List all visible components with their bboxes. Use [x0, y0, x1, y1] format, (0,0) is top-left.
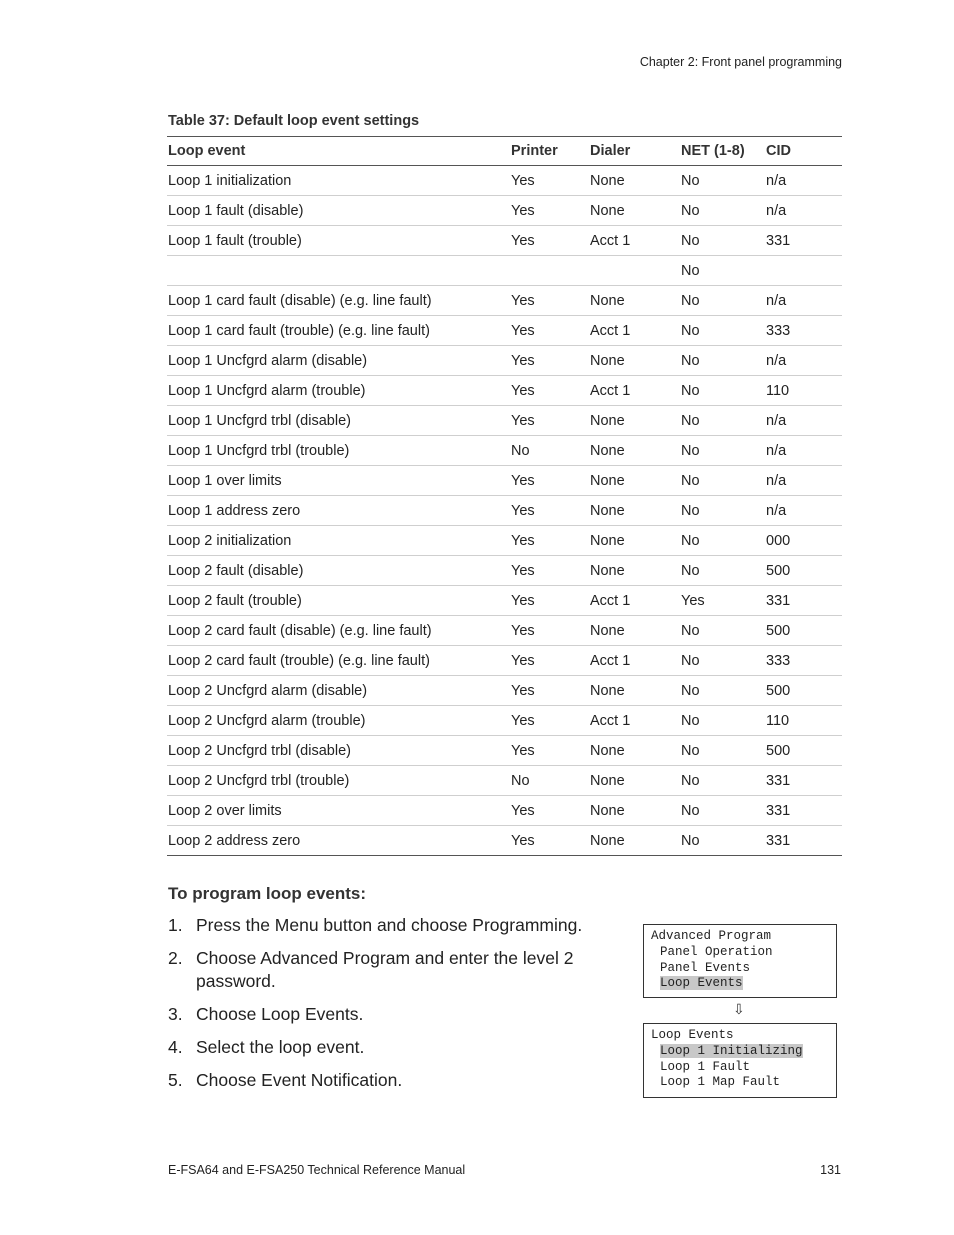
lcd-menu-item	[651, 1044, 836, 1060]
cell-loop-event: Loop 2 card fault (disable) (e.g. line fault)	[167, 616, 510, 646]
cell-printer: Yes	[510, 706, 589, 736]
step-number: 2.	[168, 948, 183, 968]
lcd-selected-item: Loop Events	[660, 976, 743, 991]
cell-dialer: None	[589, 466, 680, 496]
step-text: Press the Menu button and choose Programming.	[196, 915, 583, 935]
table-row	[167, 676, 842, 706]
cell-dialer: Acct 1	[589, 646, 680, 676]
cell-net: No	[680, 766, 765, 796]
lcd-selected-item: Loop 1 Initializing	[660, 1043, 803, 1058]
table-row	[167, 526, 842, 556]
lcd-title: Loop Events	[651, 1028, 734, 1042]
cell-printer: Yes	[510, 646, 589, 676]
procedure-step	[168, 1003, 618, 1026]
cell-cid: n/a	[765, 286, 842, 316]
cell-printer: Yes	[510, 406, 589, 436]
cell-printer: Yes	[510, 376, 589, 406]
cell-net: No	[680, 646, 765, 676]
cell-loop-event: Loop 1 card fault (trouble) (e.g. line fault)	[167, 316, 510, 346]
cell-printer: Yes	[510, 556, 589, 586]
table-title: Table 37: Default loop event settings	[168, 113, 420, 129]
cell-net: No	[680, 496, 765, 526]
cell-printer: Yes	[510, 676, 589, 706]
table-row	[167, 646, 842, 676]
cell-cid: 331	[765, 796, 842, 826]
cell-cid: n/a	[765, 496, 842, 526]
cell-loop-event: Loop 1 fault (trouble)	[167, 226, 510, 256]
cell-cid: 500	[765, 676, 842, 706]
step-text: Select the loop event.	[196, 1037, 365, 1057]
cell-loop-event: Loop 2 address zero	[167, 826, 510, 856]
table-row	[167, 436, 842, 466]
cell-cid: n/a	[765, 436, 842, 466]
cell-printer: Yes	[510, 166, 589, 196]
table-row	[167, 556, 842, 586]
cell-cid	[765, 256, 842, 286]
cell-loop-event: Loop 1 card fault (disable) (e.g. line fault)	[167, 286, 510, 316]
column-header-loop-event: Loop event	[167, 137, 510, 166]
table-body	[167, 166, 842, 856]
cell-loop-event: Loop 2 Uncfgrd trbl (disable)	[167, 736, 510, 766]
lcd-screen-loop-events	[643, 1023, 837, 1098]
cell-dialer	[589, 256, 680, 286]
table-row	[167, 586, 842, 616]
cell-cid: 331	[765, 766, 842, 796]
cell-loop-event: Loop 2 fault (disable)	[167, 556, 510, 586]
cell-loop-event: Loop 1 over limits	[167, 466, 510, 496]
table-header-row	[167, 137, 842, 166]
column-header-cid: CID	[765, 137, 842, 166]
cell-cid: 500	[765, 736, 842, 766]
cell-dialer: None	[589, 496, 680, 526]
lcd-menu-item	[651, 961, 836, 977]
table-row	[167, 376, 842, 406]
table-row	[167, 226, 842, 256]
lcd-menu-item	[651, 1075, 836, 1091]
table-row	[167, 406, 842, 436]
cell-printer: Yes	[510, 526, 589, 556]
cell-dialer: None	[589, 346, 680, 376]
cell-printer: Yes	[510, 796, 589, 826]
cell-cid: n/a	[765, 196, 842, 226]
cell-dialer: None	[589, 286, 680, 316]
table-row	[167, 496, 842, 526]
procedure-heading: To program loop events:	[168, 884, 367, 903]
cell-dialer: None	[589, 436, 680, 466]
lcd-item-label: Loop 1 Map Fault	[660, 1075, 781, 1090]
cell-net: No	[680, 406, 765, 436]
cell-net: No	[680, 256, 765, 286]
cell-dialer: Acct 1	[589, 376, 680, 406]
cell-net: No	[680, 796, 765, 826]
cell-loop-event: Loop 2 initialization	[167, 526, 510, 556]
cell-dialer: None	[589, 196, 680, 226]
step-number: 4.	[168, 1037, 183, 1057]
cell-cid: 110	[765, 376, 842, 406]
table-row	[167, 616, 842, 646]
table-row	[167, 796, 842, 826]
cell-dialer: None	[589, 826, 680, 856]
procedure-steps	[168, 914, 618, 1102]
step-number: 3.	[168, 1004, 183, 1024]
cell-loop-event: Loop 1 address zero	[167, 496, 510, 526]
lcd-item-label: Loop 1 Fault	[660, 1059, 751, 1074]
procedure-step	[168, 947, 618, 993]
page-number: 131	[820, 1163, 841, 1177]
cell-net: No	[680, 676, 765, 706]
cell-net: No	[680, 376, 765, 406]
lcd-menu-item	[651, 976, 836, 992]
cell-net: No	[680, 736, 765, 766]
cell-cid: 331	[765, 226, 842, 256]
step-text: Choose Advanced Program and enter the level 2 password.	[196, 948, 574, 991]
cell-cid: n/a	[765, 406, 842, 436]
step-text: Choose Event Notification.	[196, 1070, 403, 1090]
footer-manual-title: E-FSA64 and E-FSA250 Technical Reference Manual	[168, 1163, 466, 1177]
cell-dialer: None	[589, 556, 680, 586]
cell-cid: 000	[765, 526, 842, 556]
cell-loop-event: Loop 1 Uncfgrd alarm (trouble)	[167, 376, 510, 406]
cell-dialer: None	[589, 166, 680, 196]
table-row	[167, 316, 842, 346]
cell-printer: Yes	[510, 616, 589, 646]
column-header-printer: Printer	[510, 137, 589, 166]
procedure-step	[168, 1036, 618, 1059]
column-header-net: NET (1-8)	[680, 137, 765, 166]
cell-cid: n/a	[765, 346, 842, 376]
cell-cid: 331	[765, 586, 842, 616]
cell-dialer: Acct 1	[589, 226, 680, 256]
step-number: 1.	[168, 915, 183, 935]
lcd-menu-item	[651, 1060, 836, 1076]
cell-printer: Yes	[510, 226, 589, 256]
loop-event-table	[167, 136, 842, 856]
cell-loop-event: Loop 2 over limits	[167, 796, 510, 826]
cell-loop-event: Loop 2 fault (trouble)	[167, 586, 510, 616]
cell-cid: n/a	[765, 466, 842, 496]
lcd-menu-item	[651, 945, 836, 961]
cell-net: No	[680, 436, 765, 466]
cell-net: No	[680, 226, 765, 256]
cell-loop-event: Loop 1 fault (disable)	[167, 196, 510, 226]
cell-printer	[510, 256, 589, 286]
cell-dialer: None	[589, 766, 680, 796]
cell-dialer: None	[589, 526, 680, 556]
cell-loop-event: Loop 1 initialization	[167, 166, 510, 196]
column-header-dialer: Dialer	[589, 137, 680, 166]
cell-dialer: Acct 1	[589, 586, 680, 616]
cell-net: No	[680, 466, 765, 496]
cell-dialer: Acct 1	[589, 706, 680, 736]
cell-cid: 500	[765, 556, 842, 586]
cell-net: No	[680, 556, 765, 586]
cell-net: No	[680, 316, 765, 346]
table-row	[167, 256, 842, 286]
cell-loop-event: Loop 1 Uncfgrd alarm (disable)	[167, 346, 510, 376]
table-row	[167, 706, 842, 736]
cell-cid: 500	[765, 616, 842, 646]
cell-dialer: None	[589, 796, 680, 826]
cell-net: No	[680, 286, 765, 316]
table-row	[167, 286, 842, 316]
cell-net: No	[680, 166, 765, 196]
cell-cid: 110	[765, 706, 842, 736]
cell-dialer: None	[589, 736, 680, 766]
cell-loop-event: Loop 1 Uncfgrd trbl (disable)	[167, 406, 510, 436]
cell-net: Yes	[680, 586, 765, 616]
cell-printer: No	[510, 766, 589, 796]
cell-printer: Yes	[510, 826, 589, 856]
cell-printer: Yes	[510, 286, 589, 316]
cell-printer: Yes	[510, 316, 589, 346]
table-row	[167, 196, 842, 226]
cell-loop-event: Loop 1 Uncfgrd trbl (trouble)	[167, 436, 510, 466]
cell-printer: Yes	[510, 346, 589, 376]
lcd-item-label: Panel Events	[660, 960, 751, 975]
cell-printer: No	[510, 436, 589, 466]
procedure-step	[168, 914, 618, 937]
table-row	[167, 766, 842, 796]
lcd-title: Advanced Program	[651, 929, 772, 943]
cell-net: No	[680, 196, 765, 226]
cell-loop-event: Loop 2 Uncfgrd trbl (trouble)	[167, 766, 510, 796]
cell-loop-event: Loop 2 card fault (trouble) (e.g. line fault)	[167, 646, 510, 676]
cell-printer: Yes	[510, 736, 589, 766]
procedure-step	[168, 1069, 618, 1092]
table-row	[167, 346, 842, 376]
cell-cid: 331	[765, 826, 842, 856]
cell-dialer: None	[589, 676, 680, 706]
cell-dialer: None	[589, 406, 680, 436]
lcd-screen-advanced-program	[643, 924, 837, 998]
chapter-header: Chapter 2: Front panel programming	[639, 55, 842, 69]
cell-printer: Yes	[510, 586, 589, 616]
table-row	[167, 826, 842, 856]
cell-dialer: None	[589, 616, 680, 646]
cell-printer: Yes	[510, 196, 589, 226]
table-row	[167, 736, 842, 766]
cell-net: No	[680, 826, 765, 856]
cell-cid: 333	[765, 316, 842, 346]
table-row	[167, 466, 842, 496]
cell-dialer: Acct 1	[589, 316, 680, 346]
cell-loop-event: Loop 2 Uncfgrd alarm (disable)	[167, 676, 510, 706]
step-text: Choose Loop Events.	[196, 1004, 364, 1024]
lcd-item-label: Panel Operation	[660, 944, 773, 959]
cell-loop-event: Loop 2 Uncfgrd alarm (trouble)	[167, 706, 510, 736]
cell-net: No	[680, 706, 765, 736]
cell-cid: 333	[765, 646, 842, 676]
cell-net: No	[680, 526, 765, 556]
cell-loop-event	[167, 256, 510, 286]
step-number: 5.	[168, 1070, 183, 1090]
cell-net: No	[680, 616, 765, 646]
cell-cid: n/a	[765, 166, 842, 196]
cell-net: No	[680, 346, 765, 376]
cell-printer: Yes	[510, 466, 589, 496]
down-arrow-icon: ⇩	[733, 1001, 745, 1017]
table-row	[167, 166, 842, 196]
cell-printer: Yes	[510, 496, 589, 526]
